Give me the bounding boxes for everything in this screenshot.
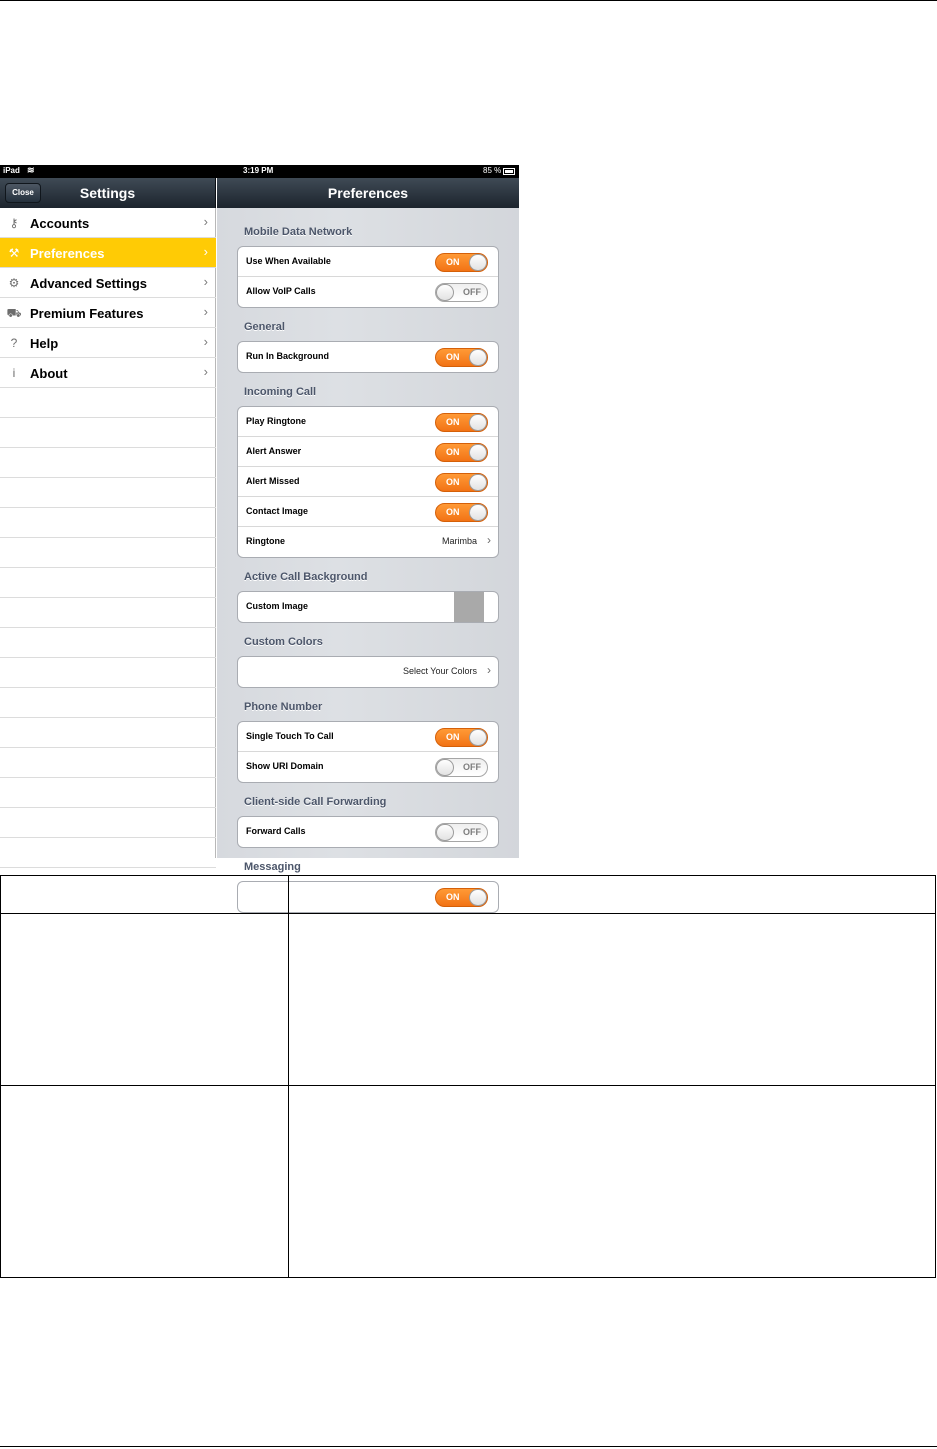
sidebar-item-label: Advanced Settings	[30, 276, 148, 291]
chevron-right-icon: ›	[203, 334, 208, 349]
key-icon: ⚷	[9, 216, 19, 230]
ipad-screenshot	[0, 165, 519, 902]
empty-list-row	[0, 778, 216, 808]
toggle-switch[interactable]	[435, 758, 488, 777]
setting-label: Alert Missed	[246, 476, 300, 486]
master-title: Settings	[79, 185, 136, 201]
sidebar-item-label: Premium Features	[30, 306, 144, 321]
toggle-knob	[469, 504, 487, 521]
toggle-switch[interactable]	[435, 823, 488, 842]
toggle-switch[interactable]	[435, 253, 488, 272]
gears-icon: ⚙	[8, 276, 20, 290]
empty-list-row	[0, 748, 216, 778]
setting-row-play-ringtone	[238, 407, 498, 437]
table-row-divider	[1, 1085, 935, 1086]
toggle-switch[interactable]	[435, 348, 488, 367]
chevron-right-icon: ›	[203, 244, 208, 259]
section-header: Active Call Background	[244, 571, 368, 583]
table-column-divider	[288, 876, 289, 1277]
carrier-label: iPad	[3, 166, 20, 175]
empty-list-row	[0, 538, 216, 568]
toggle-knob	[469, 444, 487, 461]
toggle-knob	[469, 474, 487, 491]
toggle-state: ON	[446, 892, 460, 902]
setting-value: Select Your Colors	[402, 666, 477, 676]
setting-label: Forward Calls	[246, 826, 306, 836]
section-header: Incoming Call	[244, 386, 317, 398]
setting-value: Marimba	[441, 536, 477, 546]
setting-label: Play Ringtone	[246, 416, 307, 426]
close-button[interactable]: Close	[5, 183, 41, 203]
sidebar-item-premium-features[interactable]	[0, 298, 216, 328]
toggle-state: ON	[446, 732, 460, 742]
setting-label: Show URI Domain	[246, 761, 324, 771]
setting-label: Ringtone	[246, 536, 285, 546]
tools-icon: ⚒	[8, 246, 20, 260]
empty-list-row	[0, 838, 216, 868]
sidebar-item-preferences[interactable]	[0, 238, 216, 268]
toggle-knob	[469, 414, 487, 431]
setting-row-show-uri-domain	[238, 752, 498, 782]
document-table	[0, 875, 936, 1278]
settings-group	[237, 816, 499, 848]
info-icon: i	[12, 366, 16, 380]
battery-percent: 85 %	[483, 166, 502, 175]
toggle-state: ON	[446, 447, 460, 457]
page-top-rule	[0, 0, 937, 1]
section-header: Phone Number	[244, 701, 323, 713]
settings-group	[237, 341, 499, 373]
page-bottom-rule	[0, 1446, 937, 1447]
toggle-state: ON	[446, 417, 460, 427]
empty-list-row	[0, 448, 216, 478]
empty-list-row	[0, 808, 216, 838]
setting-row-select-your-colors[interactable]	[238, 657, 498, 687]
setting-label: Single Touch To Call	[246, 731, 334, 741]
toggle-switch[interactable]	[435, 443, 488, 462]
toggle-state: OFF	[463, 762, 481, 772]
setting-row-forward-calls	[238, 817, 498, 847]
master-navbar	[0, 178, 216, 208]
setting-row-single-touch-to-call	[238, 722, 498, 752]
chevron-right-icon: ›	[203, 304, 208, 319]
settings-group	[237, 656, 499, 688]
image-swatch[interactable]	[454, 592, 484, 622]
chevron-right-icon: ›	[487, 533, 491, 547]
toggle-switch[interactable]	[435, 283, 488, 302]
empty-list-row	[0, 658, 216, 688]
setting-label: Use When Available	[246, 256, 331, 266]
settings-group	[237, 406, 499, 558]
status-time: 3:19 PM	[243, 166, 274, 175]
section-header: Messaging	[244, 861, 301, 873]
sidebar-item-label: Help	[30, 336, 59, 351]
empty-list-row	[0, 388, 216, 418]
settings-group	[237, 591, 499, 623]
empty-list-row	[0, 478, 216, 508]
settings-group	[237, 721, 499, 783]
setting-row-use-when-available	[238, 247, 498, 277]
toggle-knob	[469, 729, 487, 746]
toggle-knob	[436, 759, 454, 776]
detail-navbar	[217, 178, 519, 208]
help-icon: ?	[10, 336, 18, 350]
toggle-switch[interactable]	[435, 728, 488, 747]
setting-row-run-in-background	[238, 342, 498, 372]
toggle-switch[interactable]	[435, 413, 488, 432]
status-bar	[0, 165, 519, 178]
setting-label: Alert Answer	[246, 446, 302, 456]
setting-row-ringtone[interactable]	[238, 527, 498, 557]
chevron-right-icon: ›	[203, 364, 208, 379]
sidebar-item-help[interactable]	[0, 328, 216, 358]
sidebar-item-advanced-settings[interactable]	[0, 268, 216, 298]
toggle-switch[interactable]	[435, 473, 488, 492]
setting-label: Contact Image	[246, 506, 309, 516]
setting-row-contact-image	[238, 497, 498, 527]
detail-title: Preferences	[327, 185, 409, 201]
empty-list-row	[0, 688, 216, 718]
setting-label: Run In Background	[246, 351, 329, 361]
empty-list-row	[0, 418, 216, 448]
toggle-switch[interactable]	[435, 503, 488, 522]
preferences-panel	[217, 208, 519, 902]
toggle-state: ON	[446, 477, 460, 487]
section-header: Mobile Data Network	[244, 226, 353, 238]
sidebar-item-accounts[interactable]	[0, 208, 216, 238]
setting-label: Allow VoIP Calls	[246, 286, 316, 296]
setting-row-alert-missed	[238, 467, 498, 497]
settings-group	[237, 246, 499, 308]
empty-list-row	[0, 598, 216, 628]
chevron-right-icon: ›	[203, 214, 208, 229]
empty-list-row	[0, 568, 216, 598]
wifi-icon: ≋	[27, 165, 35, 175]
section-header: Client-side Call Forwarding	[244, 796, 387, 808]
sidebar-item-label: Preferences	[30, 246, 105, 261]
toggle-knob	[436, 284, 454, 301]
section-header: Custom Colors	[244, 636, 323, 648]
setting-row-allow-voip-calls	[238, 277, 498, 307]
empty-list-row	[0, 508, 216, 538]
toggle-state: ON	[446, 257, 460, 267]
sidebar-item-about[interactable]	[0, 358, 216, 388]
empty-list-row	[0, 718, 216, 748]
section-header: General	[244, 321, 285, 333]
toggle-knob	[469, 349, 487, 366]
chevron-right-icon: ›	[203, 274, 208, 289]
settings-list	[0, 208, 216, 858]
toggle-knob	[436, 824, 454, 841]
toggle-state: ON	[446, 352, 460, 362]
toggle-state: OFF	[463, 827, 481, 837]
setting-row-alert-answer	[238, 437, 498, 467]
cart-icon: ⛟	[6, 306, 22, 320]
table-row-divider	[1, 913, 935, 914]
setting-row-custom-image	[238, 592, 498, 622]
toggle-state: OFF	[463, 287, 481, 297]
sidebar-item-label: Accounts	[30, 216, 90, 231]
setting-label: Custom Image	[246, 601, 309, 611]
sidebar-item-label: About	[30, 366, 68, 381]
toggle-knob	[469, 254, 487, 271]
chevron-right-icon: ›	[487, 663, 491, 677]
battery-icon	[503, 168, 515, 175]
empty-list-row	[0, 628, 216, 658]
toggle-state: ON	[446, 507, 460, 517]
